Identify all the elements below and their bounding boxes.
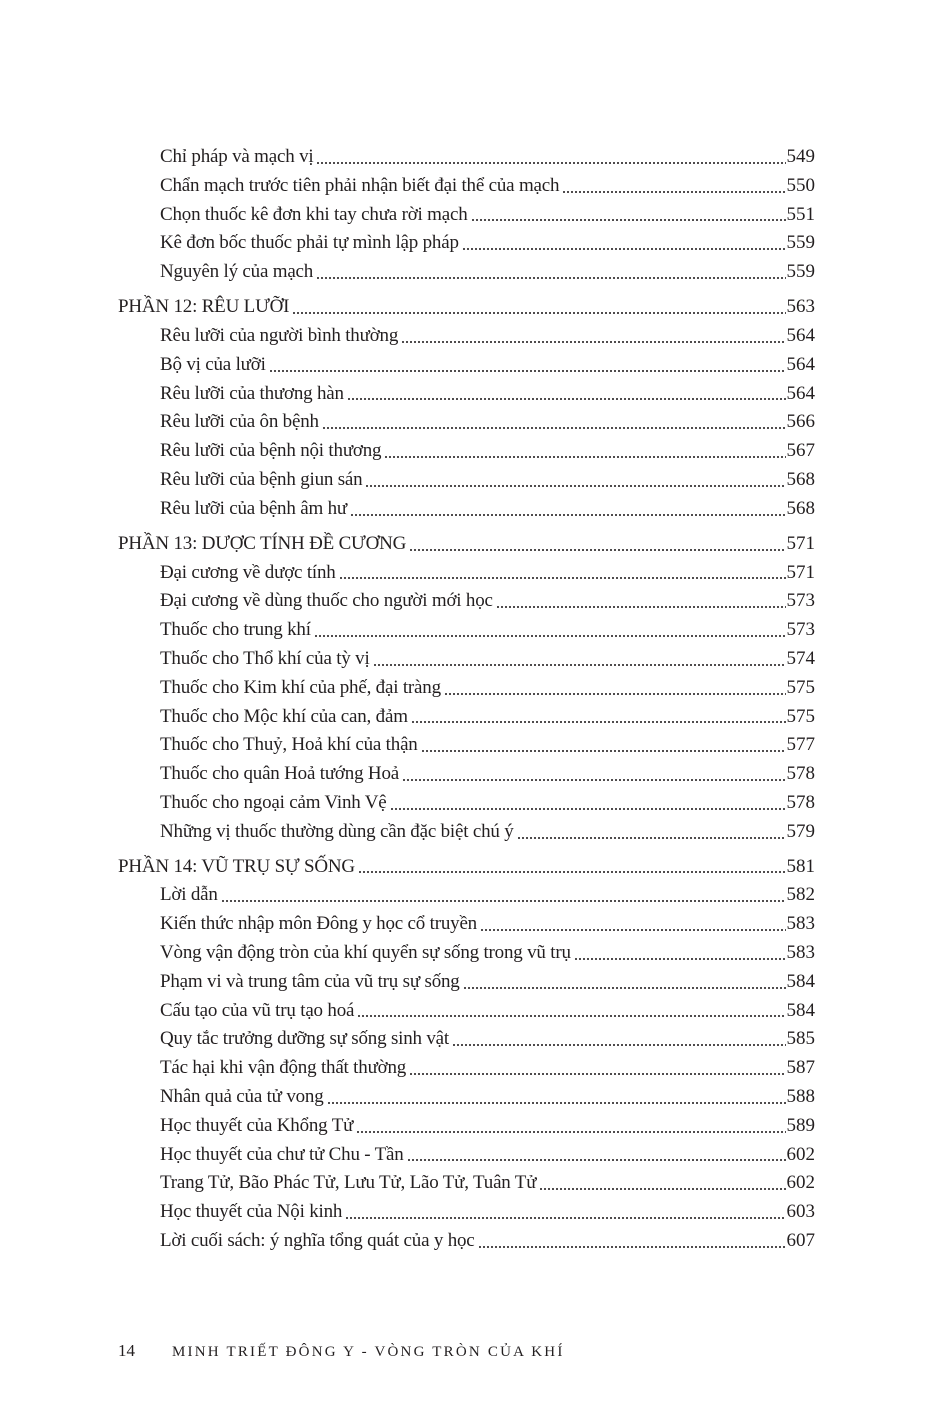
toc-entry-title: Thuốc cho Kim khí của phế, đại tràng — [160, 676, 441, 698]
toc-entry — [118, 587, 815, 616]
dot-leader — [411, 721, 786, 723]
toc-entry-title: Chỉ pháp và mạch vị — [160, 146, 314, 167]
toc-entry — [118, 674, 815, 703]
toc-entry — [118, 1083, 815, 1112]
toc-entry-page: 551 — [786, 203, 815, 225]
toc-entry-page: 589 — [786, 1114, 815, 1136]
toc-entry-title: Kê đơn bốc thuốc phải tự mình lập pháp — [160, 232, 459, 254]
toc-entry-page: 567 — [786, 440, 815, 462]
toc-entry-title: Rêu lưỡi của bệnh giun sán — [160, 468, 363, 490]
toc-entry — [118, 731, 815, 760]
toc-entry-page: 568 — [786, 468, 815, 490]
toc-entry-page: 559 — [786, 232, 815, 254]
dot-leader — [221, 900, 786, 902]
toc-entry — [118, 881, 815, 910]
toc-entry-page: 607 — [786, 1230, 815, 1252]
dot-leader — [444, 693, 786, 695]
toc-entry — [118, 1198, 815, 1227]
toc-entry-title: Đại cương về dùng thuốc cho người mới học — [160, 590, 493, 612]
dot-leader — [409, 549, 785, 551]
toc-entry — [118, 997, 815, 1026]
toc-entry — [118, 143, 815, 172]
toc-entry-page: 564 — [786, 382, 815, 404]
toc-entry — [118, 258, 815, 287]
toc-entry-page: 583 — [786, 913, 815, 935]
toc-entry — [118, 939, 815, 968]
toc-entry — [118, 466, 815, 495]
dot-leader — [350, 514, 786, 516]
toc-entry-title: Nhân quả của tử vong — [160, 1086, 324, 1108]
toc-entry-page: 575 — [786, 705, 815, 727]
toc-entry — [118, 1227, 815, 1256]
toc-entry-title: Trang Tử, Bão Phác Tử, Lưu Tử, Lão Tử, Tuân Tử — [160, 1172, 537, 1194]
dot-leader — [365, 485, 785, 487]
dot-leader — [401, 341, 785, 343]
toc-entry-page: 581 — [786, 855, 815, 877]
toc-entry — [118, 789, 815, 818]
toc-entry — [118, 1169, 815, 1198]
toc-entry-page: 578 — [786, 791, 815, 813]
dot-leader — [345, 1217, 785, 1219]
toc-entry-title: Chọn thuốc kê đơn khi tay chưa rời mạch — [160, 203, 468, 225]
dot-leader — [358, 871, 786, 873]
toc-entry-page: 559 — [786, 261, 815, 283]
toc-entry-page: 578 — [786, 763, 815, 785]
dot-leader — [316, 277, 785, 279]
toc-entry — [118, 645, 815, 674]
toc-entry-title: Rêu lưỡi của ôn bệnh — [160, 411, 319, 433]
dot-leader — [357, 1015, 785, 1017]
toc-entry-title: Thuốc cho quân Hoả tướng Hoả — [160, 763, 399, 785]
toc-entry-title: Phạm vi và trung tâm của vũ trụ sự sống — [160, 970, 460, 992]
dot-leader — [327, 1102, 786, 1104]
toc-entry-page: 583 — [786, 942, 815, 964]
page-footer — [118, 1341, 565, 1361]
toc-entry-title: Cấu tạo của vũ trụ tạo hoá — [160, 999, 355, 1021]
toc-entry-page: 588 — [786, 1086, 815, 1108]
toc-entry-title: Rêu lưỡi của thương hàn — [160, 382, 344, 404]
dot-leader — [471, 219, 786, 221]
toc-entry-title: PHẦN 13: DƯỢC TÍNH ĐỀ CƯƠNG — [118, 532, 407, 554]
dot-leader — [562, 191, 785, 193]
toc-entry — [118, 229, 815, 258]
toc-entry-title: PHẦN 14: VŨ TRỤ SỰ SỐNG — [118, 855, 355, 877]
dot-leader — [480, 929, 786, 931]
toc-entry-page: 575 — [786, 676, 815, 698]
dot-leader — [402, 779, 786, 781]
dot-leader — [322, 427, 786, 429]
toc-entry-page: 573 — [786, 619, 815, 641]
toc-entry — [118, 818, 815, 847]
toc-entry-title: Thuốc cho Mộc khí của can, đảm — [160, 705, 408, 727]
toc-entry-page: 549 — [786, 146, 815, 167]
toc-entry-title: Bộ vị của lưỡi — [160, 353, 266, 375]
toc-entry-page: 587 — [786, 1057, 815, 1079]
dot-leader — [373, 664, 786, 666]
dot-leader — [421, 750, 786, 752]
toc-entry-page: 563 — [786, 296, 815, 318]
toc-entry — [118, 1112, 815, 1141]
dot-leader — [339, 577, 786, 579]
table-of-contents — [118, 143, 815, 1256]
toc-entry — [118, 559, 815, 588]
toc-entry-page: 571 — [786, 561, 815, 583]
toc-entry — [118, 322, 815, 351]
toc-entry-page: 577 — [786, 734, 815, 756]
toc-entry — [118, 910, 815, 939]
toc-entry-title: Lời cuối sách: ý nghĩa tổng quát của y học — [160, 1230, 475, 1252]
dot-leader — [462, 248, 786, 250]
toc-entry — [118, 201, 815, 230]
toc-entry-page: 564 — [786, 353, 815, 375]
toc-entry — [118, 616, 815, 645]
toc-entry-page: 582 — [786, 884, 815, 906]
toc-entry-title: Chẩn mạch trước tiên phải nhận biết đại thể của mạch — [160, 174, 560, 196]
dot-leader — [409, 1073, 785, 1075]
toc-entry-page: 584 — [786, 970, 815, 992]
dot-leader — [496, 606, 786, 608]
dot-leader — [292, 312, 785, 314]
toc-entry-title: Rêu lưỡi của người bình thường — [160, 324, 399, 346]
dot-leader — [384, 456, 785, 458]
toc-entry-page: 571 — [786, 532, 815, 554]
toc-entry — [118, 408, 815, 437]
toc-entry-title: Vòng vận động tròn của khí quyển sự sống trong vũ trụ — [160, 942, 571, 964]
toc-entry — [118, 1054, 815, 1083]
dot-leader — [314, 635, 786, 637]
toc-entry-page: 584 — [786, 999, 815, 1021]
toc-part-entry — [118, 293, 815, 322]
toc-entry-page: 574 — [786, 647, 815, 669]
toc-entry-title: Tác hại khi vận động thất thường — [160, 1057, 407, 1079]
dot-leader — [269, 370, 786, 372]
toc-entry-page: 602 — [786, 1143, 815, 1165]
toc-part-entry — [118, 530, 815, 559]
toc-entry — [118, 172, 815, 201]
dot-leader — [463, 987, 786, 989]
toc-entry-title: Kiến thức nhập môn Đông y học cổ truyền — [160, 913, 477, 935]
toc-entry-page: 579 — [786, 820, 815, 842]
page-number: 14 — [118, 1341, 135, 1360]
toc-entry-title: Thuốc cho trung khí — [160, 619, 311, 641]
dot-leader — [390, 808, 786, 810]
toc-entry-title: Rêu lưỡi của bệnh âm hư — [160, 497, 347, 519]
toc-entry — [118, 351, 815, 380]
toc-entry-page: 566 — [786, 411, 815, 433]
dot-leader — [478, 1246, 786, 1248]
toc-entry-title: Thuốc cho Thuỷ, Hoả khí của thận — [160, 734, 418, 756]
toc-entry — [118, 1141, 815, 1170]
toc-entry — [118, 495, 815, 524]
dot-leader — [356, 1131, 785, 1133]
toc-entry-title: Lời dẫn — [160, 884, 218, 906]
toc-entry — [118, 380, 815, 409]
toc-entry-title: Học thuyết của chư tử Chu - Tần — [160, 1143, 404, 1165]
toc-entry-page: 585 — [786, 1028, 815, 1050]
toc-entry-title: Nguyên lý của mạch — [160, 261, 314, 283]
toc-entry-page: 568 — [786, 497, 815, 519]
toc-entry — [118, 1025, 815, 1054]
toc-entry — [118, 968, 815, 997]
toc-entry-title: Học thuyết của Nội kinh — [160, 1201, 343, 1223]
dot-leader — [452, 1044, 786, 1046]
dot-leader — [347, 398, 786, 400]
toc-entry-page: 603 — [786, 1201, 815, 1223]
toc-part-entry — [118, 853, 815, 882]
toc-entry-title: PHẦN 12: RÊU LƯỠI — [118, 296, 290, 318]
toc-entry-title: Rêu lưỡi của bệnh nội thương — [160, 440, 382, 462]
toc-entry — [118, 760, 815, 789]
toc-entry-page: 573 — [786, 590, 815, 612]
running-book-title: MINH TRIẾT ĐÔNG Y - VÒNG TRÒN CỦA KHÍ — [172, 1344, 565, 1360]
toc-entry-title: Thuốc cho ngoại cảm Vinh Vệ — [160, 791, 387, 813]
toc-entry-title: Học thuyết của Khổng Tử — [160, 1114, 354, 1136]
dot-leader — [574, 958, 786, 960]
dot-leader — [407, 1159, 786, 1161]
dot-leader — [517, 837, 786, 839]
toc-entry-title: Quy tắc trưởng dưỡng sự sống sinh vật — [160, 1028, 449, 1050]
dot-leader — [316, 162, 785, 164]
toc-entry-page: 602 — [786, 1172, 815, 1194]
toc-entry-page: 564 — [786, 324, 815, 346]
toc-entry-page: 550 — [786, 174, 815, 196]
toc-entry-title: Đại cương về dược tính — [160, 561, 336, 583]
toc-entry — [118, 437, 815, 466]
toc-entry-title: Những vị thuốc thường dùng cần đặc biệt chú ý — [160, 820, 514, 842]
dot-leader — [539, 1188, 785, 1190]
toc-entry-title: Thuốc cho Thổ khí của tỳ vị — [160, 647, 370, 669]
toc-entry — [118, 703, 815, 732]
